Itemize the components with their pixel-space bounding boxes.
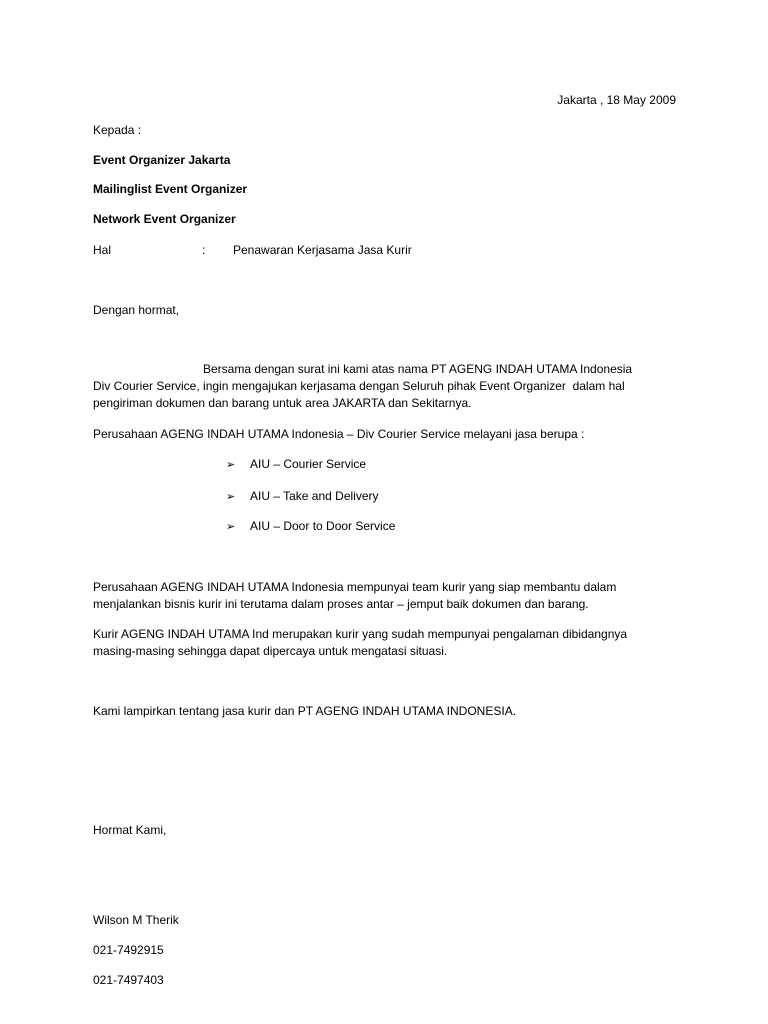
phone-2: 021-7497403 <box>93 973 164 987</box>
experience-line-2: masing-masing sehingga dapat dipercaya untuk mengatasi situasi. <box>93 644 448 658</box>
service-item <box>226 518 395 535</box>
experience-line-1: Kurir AGENG INDAH UTAMA Ind merupakan kurir yang sudah mempunyai pengalaman dibidangnya <box>93 627 628 641</box>
kepada-label: Kepada : <box>93 123 142 137</box>
subject-colon: : <box>202 243 206 257</box>
arrow-bullet-icon: ➢ <box>226 458 236 471</box>
signer-name: Wilson M Therik <box>93 913 179 927</box>
attachment-note: Kami lampirkan tentang jasa kurir dan PT AGENG INDAH UTAMA INDONESIA. <box>93 704 517 718</box>
subject-label: Hal <box>93 243 112 257</box>
recipient-3: Network Event Organizer <box>93 212 236 226</box>
subject-value: Penawaran Kerjasama Jasa Kurir <box>233 243 412 257</box>
closing: Hormat Kami, <box>93 823 167 837</box>
service-label: AIU – Take and Delivery <box>250 489 379 503</box>
recipient-2: Mailinglist Event Organizer <box>93 182 248 196</box>
arrow-bullet-icon: ➢ <box>226 520 236 533</box>
letter-date: Jakarta , 18 May 2009 <box>557 93 676 107</box>
phone-1: 021-7492915 <box>93 943 164 957</box>
service-label: AIU – Courier Service <box>250 457 367 471</box>
salutation: Dengan hormat, <box>93 303 180 317</box>
recipient-1: Event Organizer Jakarta <box>93 153 231 167</box>
service-label: AIU – Door to Door Service <box>250 519 396 533</box>
service-item <box>226 456 366 473</box>
arrow-bullet-icon: ➢ <box>226 490 236 503</box>
intro-line-1: Bersama dengan surat ini kami atas nama PT AGENG INDAH UTAMA Indonesia <box>203 362 633 376</box>
services-intro: Perusahaan AGENG INDAH UTAMA Indonesia – Div Courier Service melayani jasa berupa : <box>93 427 585 441</box>
service-item <box>226 488 379 505</box>
team-line-1: Perusahaan AGENG INDAH UTAMA Indonesia mempunyai team kurir yang siap membantu dalam <box>93 580 617 594</box>
intro-line-2: Div Courier Service, ingin mengajukan kerjasama dengan Seluruh pihak Event Organizer dalam hal <box>93 379 625 393</box>
team-line-2: menjalankan bisnis kurir ini terutama dalam proses antar – jemput baik dokumen dan barang. <box>93 597 589 611</box>
intro-line-3: pengiriman dokumen dan barang untuk area JAKARTA dan Sekitarnya. <box>93 396 472 410</box>
